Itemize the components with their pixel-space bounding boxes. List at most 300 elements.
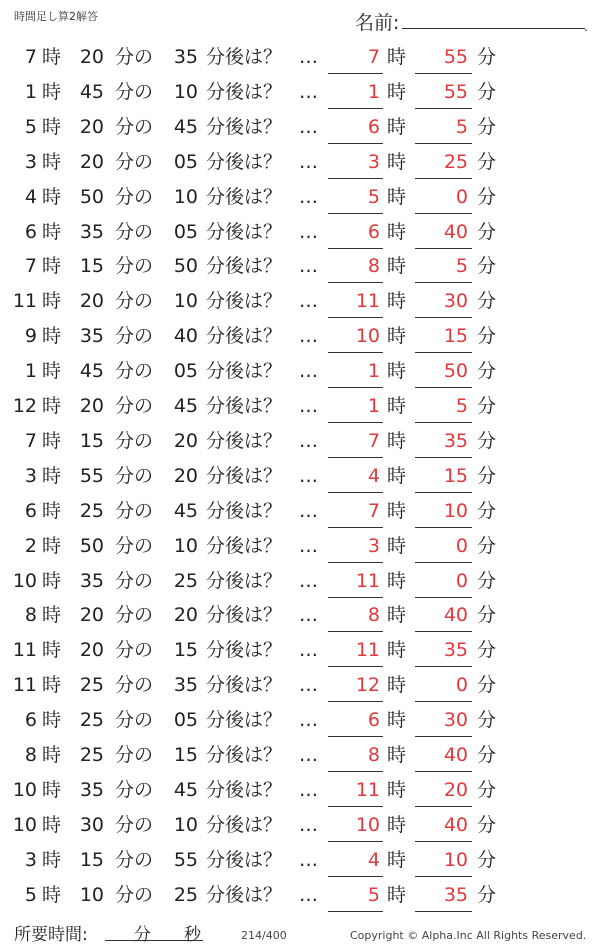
answer-minute: 30 [443, 290, 468, 313]
hour-label: 時 [42, 848, 62, 871]
start-minute: 20 [79, 150, 104, 173]
start-minute: 45 [79, 80, 104, 103]
answer-hour: 11 [355, 290, 380, 313]
start-minute: 10 [79, 883, 104, 906]
answer-hour: 3 [367, 534, 380, 557]
start-hour: 11 [12, 290, 37, 313]
added-minutes: 05 [173, 360, 198, 383]
answer-minute-label: 分 [477, 115, 497, 138]
ellipsis: … [299, 220, 318, 243]
problem-row [0, 529, 600, 564]
minute-no-label: 分の [115, 360, 154, 383]
minute-no-label: 分の [115, 80, 154, 103]
answer-hour: 7 [367, 46, 380, 68]
start-minute: 30 [79, 813, 104, 836]
problem-row [0, 878, 600, 913]
hour-label: 時 [42, 778, 62, 801]
added-minutes: 25 [173, 883, 198, 906]
answer-minute: 5 [455, 395, 468, 417]
ellipsis: … [299, 115, 318, 138]
after-label: 分後は？ [206, 80, 283, 103]
answer-minute-label: 分 [477, 150, 497, 173]
minute-no-label: 分の [115, 325, 154, 348]
start-hour: 10 [12, 813, 37, 836]
ellipsis: … [299, 255, 318, 278]
answer-minute-label: 分 [477, 80, 497, 103]
answer-hour: 1 [367, 395, 380, 417]
answer-hour-label: 時 [387, 744, 407, 766]
start-minute: 25 [79, 709, 104, 732]
added-minutes: 10 [173, 534, 198, 557]
ellipsis: … [299, 604, 318, 627]
answer-minute-label: 分 [477, 220, 497, 243]
answer-hour-label: 時 [387, 46, 407, 68]
hour-label: 時 [42, 499, 62, 522]
copyright: Copyright © Alpha.Inc All Rights Reserved. [350, 929, 587, 942]
start-hour: 11 [12, 639, 37, 662]
after-label: 分後は？ [206, 325, 283, 348]
start-minute: 20 [79, 46, 104, 68]
start-hour: 5 [24, 883, 37, 906]
answer-hour-label: 時 [387, 499, 407, 522]
answer-hour: 11 [355, 639, 380, 662]
answer-hour-label: 時 [387, 674, 407, 697]
problem-row [0, 389, 600, 424]
hour-label: 時 [42, 674, 62, 697]
answer-minute-label: 分 [477, 569, 497, 592]
hour-label: 時 [42, 429, 62, 452]
ellipsis: … [299, 778, 318, 801]
start-hour: 8 [24, 604, 37, 627]
after-label: 分後は？ [206, 115, 283, 138]
answer-minute-label: 分 [477, 429, 497, 452]
start-hour: 4 [24, 185, 37, 208]
added-minutes: 45 [173, 115, 198, 138]
after-label: 分後は？ [206, 150, 283, 173]
start-hour: 7 [24, 429, 37, 452]
hour-label: 時 [42, 883, 62, 906]
hour-label: 時 [42, 290, 62, 313]
minute-no-label: 分の [115, 569, 154, 592]
added-minutes: 35 [173, 674, 198, 697]
after-label: 分後は？ [206, 534, 283, 557]
answer-hour-label: 時 [387, 639, 407, 662]
start-hour: 2 [24, 534, 37, 557]
name-field[interactable] [402, 28, 585, 29]
answer-minute: 15 [443, 325, 468, 348]
hour-label: 時 [42, 813, 62, 836]
start-hour: 12 [12, 395, 37, 417]
added-minutes: 10 [173, 185, 198, 208]
problem-row [0, 354, 600, 389]
answer-minute-label: 分 [477, 185, 497, 208]
minute-no-label: 分の [115, 290, 154, 313]
answer-hour: 6 [367, 220, 380, 243]
added-minutes: 20 [173, 429, 198, 452]
added-minutes: 05 [173, 220, 198, 243]
minute-no-label: 分の [115, 604, 154, 627]
after-label: 分後は？ [206, 499, 283, 522]
answer-hour: 7 [367, 499, 380, 522]
answer-minute: 15 [443, 464, 468, 487]
answer-minute-label: 分 [477, 778, 497, 801]
added-minutes: 35 [173, 46, 198, 68]
answer-minute: 55 [443, 80, 468, 103]
hour-label: 時 [42, 255, 62, 278]
answer-minute-label: 分 [477, 883, 497, 906]
answer-minute: 0 [455, 185, 468, 208]
minute-no-label: 分の [115, 534, 154, 557]
start-hour: 6 [24, 499, 37, 522]
time-min-label: 分 [134, 925, 151, 945]
answer-hour: 10 [355, 813, 380, 836]
start-minute: 35 [79, 778, 104, 801]
answer-minute-label: 分 [477, 46, 497, 68]
minute-no-label: 分の [115, 464, 154, 487]
added-minutes: 25 [173, 569, 198, 592]
after-label: 分後は？ [206, 569, 283, 592]
start-minute: 35 [79, 325, 104, 348]
answer-minute-label: 分 [477, 639, 497, 662]
minute-no-label: 分の [115, 46, 154, 68]
minute-no-label: 分の [115, 150, 154, 173]
ellipsis: … [299, 534, 318, 557]
answer-minute: 55 [443, 46, 468, 68]
minute-no-label: 分の [115, 744, 154, 766]
answer-hour-label: 時 [387, 429, 407, 452]
problem-row [0, 703, 600, 738]
answer-minute: 30 [443, 709, 468, 732]
answer-hour-label: 時 [387, 150, 407, 173]
answer-minute-label: 分 [477, 534, 497, 557]
problem-row [0, 843, 600, 878]
page-number: 214/400 [241, 929, 287, 942]
ellipsis: … [299, 325, 318, 348]
answer-hour-label: 時 [387, 813, 407, 836]
ellipsis: … [299, 150, 318, 173]
answer-hour-label: 時 [387, 80, 407, 103]
after-label: 分後は？ [206, 185, 283, 208]
answer-minute: 10 [443, 848, 468, 871]
added-minutes: 15 [173, 639, 198, 662]
added-minutes: 55 [173, 848, 198, 871]
start-hour: 10 [12, 569, 37, 592]
start-minute: 35 [79, 569, 104, 592]
minute-no-label: 分の [115, 255, 154, 278]
problem-row [0, 564, 600, 599]
answer-minute-label: 分 [477, 604, 497, 627]
ellipsis: … [299, 464, 318, 487]
after-label: 分後は？ [206, 778, 283, 801]
start-hour: 9 [24, 325, 37, 348]
answer-hour: 1 [367, 80, 380, 103]
time-required-label: 所要時間: [14, 925, 88, 945]
answer-minute: 0 [455, 534, 468, 557]
name-label: 名前: [355, 12, 400, 34]
start-hour: 7 [24, 255, 37, 278]
answer-minute-label: 分 [477, 848, 497, 871]
problem-row [0, 319, 600, 354]
answer-hour: 8 [367, 744, 380, 766]
start-hour: 6 [24, 709, 37, 732]
hour-label: 時 [42, 150, 62, 173]
hour-label: 時 [42, 220, 62, 243]
problem-row [0, 494, 600, 529]
added-minutes: 20 [173, 464, 198, 487]
added-minutes: 10 [173, 80, 198, 103]
problem-row [0, 459, 600, 494]
answer-minute-label: 分 [477, 255, 497, 278]
ellipsis: … [299, 429, 318, 452]
answer-minute: 0 [455, 674, 468, 697]
ellipsis: … [299, 185, 318, 208]
answer-hour: 3 [367, 150, 380, 173]
answer-hour: 4 [367, 848, 380, 871]
start-minute: 45 [79, 360, 104, 383]
minute-no-label: 分の [115, 883, 154, 906]
answer-minute-label: 分 [477, 464, 497, 487]
answer-hour: 8 [367, 604, 380, 627]
after-label: 分後は？ [206, 813, 283, 836]
answer-hour: 4 [367, 464, 380, 487]
added-minutes: 45 [173, 778, 198, 801]
ellipsis: … [299, 709, 318, 732]
answer-hour-label: 時 [387, 395, 407, 417]
sheet-title: 時間足し算2解答 [14, 10, 98, 23]
start-hour: 7 [24, 46, 37, 68]
hour-label: 時 [42, 80, 62, 103]
ellipsis: … [299, 46, 318, 68]
answer-hour: 6 [367, 709, 380, 732]
start-hour: 5 [24, 115, 37, 138]
start-hour: 6 [24, 220, 37, 243]
answer-hour: 6 [367, 115, 380, 138]
after-label: 分後は？ [206, 709, 283, 732]
answer-minute: 25 [443, 150, 468, 173]
start-minute: 25 [79, 744, 104, 766]
added-minutes: 15 [173, 744, 198, 766]
added-minutes: 05 [173, 709, 198, 732]
start-minute: 20 [79, 395, 104, 417]
answer-hour: 8 [367, 255, 380, 278]
answer-hour-label: 時 [387, 325, 407, 348]
answer-minute-label: 分 [477, 325, 497, 348]
problem-row [0, 773, 600, 808]
start-hour: 10 [12, 778, 37, 801]
problem-row [0, 598, 600, 633]
answer-hour-label: 時 [387, 255, 407, 278]
start-minute: 50 [79, 534, 104, 557]
ellipsis: … [299, 744, 318, 766]
after-label: 分後は？ [206, 674, 283, 697]
problem-row [0, 75, 600, 110]
answer-hour-label: 時 [387, 709, 407, 732]
minute-no-label: 分の [115, 674, 154, 697]
ellipsis: … [299, 883, 318, 906]
start-minute: 20 [79, 639, 104, 662]
answer-minute-label: 分 [477, 709, 497, 732]
answer-hour: 1 [367, 360, 380, 383]
after-label: 分後は？ [206, 464, 283, 487]
hour-label: 時 [42, 325, 62, 348]
answer-minute-label: 分 [477, 813, 497, 836]
answer-hour-label: 時 [387, 360, 407, 383]
hour-label: 時 [42, 709, 62, 732]
answer-minute: 35 [443, 639, 468, 662]
start-hour: 3 [24, 150, 37, 173]
answer-minute: 40 [443, 220, 468, 243]
start-hour: 1 [24, 360, 37, 383]
answer-minute: 40 [443, 604, 468, 627]
start-hour: 11 [12, 674, 37, 697]
start-hour: 8 [24, 744, 37, 766]
ellipsis: … [299, 395, 318, 417]
hour-label: 時 [42, 464, 62, 487]
answer-hour: 7 [367, 429, 380, 452]
answer-minute: 35 [443, 429, 468, 452]
start-minute: 55 [79, 464, 104, 487]
answer-hour-label: 時 [387, 534, 407, 557]
added-minutes: 10 [173, 290, 198, 313]
ellipsis: … [299, 499, 318, 522]
answer-minute: 40 [443, 813, 468, 836]
answer-minute: 0 [455, 569, 468, 592]
problem-row [0, 110, 600, 145]
answer-hour-label: 時 [387, 185, 407, 208]
start-minute: 35 [79, 220, 104, 243]
ellipsis: … [299, 290, 318, 313]
answer-minute: 40 [443, 744, 468, 766]
added-minutes: 05 [173, 150, 198, 173]
answer-hour-label: 時 [387, 569, 407, 592]
minute-no-label: 分の [115, 639, 154, 662]
added-minutes: 45 [173, 395, 198, 417]
answer-minute-label: 分 [477, 360, 497, 383]
answer-minute: 20 [443, 778, 468, 801]
start-minute: 25 [79, 674, 104, 697]
answer-hour-label: 時 [387, 290, 407, 313]
after-label: 分後は？ [206, 46, 283, 68]
answer-hour-label: 時 [387, 604, 407, 627]
answer-minute: 10 [443, 499, 468, 522]
answer-minute: 5 [455, 255, 468, 278]
answer-minute-label: 分 [477, 499, 497, 522]
name-dot: . [584, 20, 588, 34]
hour-label: 時 [42, 534, 62, 557]
answer-hour-label: 時 [387, 883, 407, 906]
answer-hour: 5 [367, 883, 380, 906]
start-hour: 1 [24, 80, 37, 103]
hour-label: 時 [42, 604, 62, 627]
problem-row [0, 249, 600, 284]
ellipsis: … [299, 360, 318, 383]
after-label: 分後は？ [206, 220, 283, 243]
after-label: 分後は？ [206, 360, 283, 383]
start-minute: 20 [79, 115, 104, 138]
start-minute: 15 [79, 848, 104, 871]
problem-row [0, 180, 600, 215]
ellipsis: … [299, 813, 318, 836]
answer-hour: 11 [355, 569, 380, 592]
ellipsis: … [299, 569, 318, 592]
after-label: 分後は？ [206, 744, 283, 766]
answer-hour-label: 時 [387, 778, 407, 801]
start-hour: 3 [24, 848, 37, 871]
answer-hour-label: 時 [387, 220, 407, 243]
answer-hour: 5 [367, 185, 380, 208]
minute-no-label: 分の [115, 429, 154, 452]
minute-no-label: 分の [115, 709, 154, 732]
answer-hour-label: 時 [387, 115, 407, 138]
after-label: 分後は？ [206, 604, 283, 627]
problem-row [0, 284, 600, 319]
start-minute: 20 [79, 290, 104, 313]
minute-no-label: 分の [115, 813, 154, 836]
minute-no-label: 分の [115, 185, 154, 208]
minute-no-label: 分の [115, 499, 154, 522]
answer-minute: 50 [443, 360, 468, 383]
answer-hour: 12 [355, 674, 380, 697]
answer-hour-label: 時 [387, 464, 407, 487]
answer-minute: 35 [443, 883, 468, 906]
answer-hour: 11 [355, 778, 380, 801]
problem-row [0, 424, 600, 459]
answer-minute-label: 分 [477, 744, 497, 766]
hour-label: 時 [42, 46, 62, 68]
answer-hour: 10 [355, 325, 380, 348]
answer-hour-label: 時 [387, 848, 407, 871]
minute-no-label: 分の [115, 395, 154, 417]
minute-no-label: 分の [115, 848, 154, 871]
time-sec-label: 秒 [184, 925, 201, 945]
after-label: 分後は？ [206, 848, 283, 871]
problem-row [0, 808, 600, 843]
problem-row [0, 145, 600, 180]
added-minutes: 10 [173, 813, 198, 836]
start-minute: 15 [79, 429, 104, 452]
minute-no-label: 分の [115, 778, 154, 801]
added-minutes: 50 [173, 255, 198, 278]
ellipsis: … [299, 674, 318, 697]
answer-minute-label: 分 [477, 674, 497, 697]
after-label: 分後は？ [206, 290, 283, 313]
answer-minute-label: 分 [477, 395, 497, 417]
after-label: 分後は？ [206, 883, 283, 906]
start-minute: 20 [79, 604, 104, 627]
answer-minute: 5 [455, 115, 468, 138]
added-minutes: 45 [173, 499, 198, 522]
problem-row [0, 40, 600, 75]
ellipsis: … [299, 80, 318, 103]
hour-label: 時 [42, 115, 62, 138]
hour-label: 時 [42, 360, 62, 383]
start-minute: 50 [79, 185, 104, 208]
ellipsis: … [299, 639, 318, 662]
start-minute: 25 [79, 499, 104, 522]
hour-label: 時 [42, 569, 62, 592]
hour-label: 時 [42, 395, 62, 417]
minute-no-label: 分の [115, 115, 154, 138]
problem-row [0, 738, 600, 773]
hour-label: 時 [42, 744, 62, 766]
after-label: 分後は？ [206, 255, 283, 278]
added-minutes: 20 [173, 604, 198, 627]
after-label: 分後は？ [206, 395, 283, 417]
hour-label: 時 [42, 185, 62, 208]
hour-label: 時 [42, 639, 62, 662]
after-label: 分後は？ [206, 639, 283, 662]
minute-no-label: 分の [115, 220, 154, 243]
